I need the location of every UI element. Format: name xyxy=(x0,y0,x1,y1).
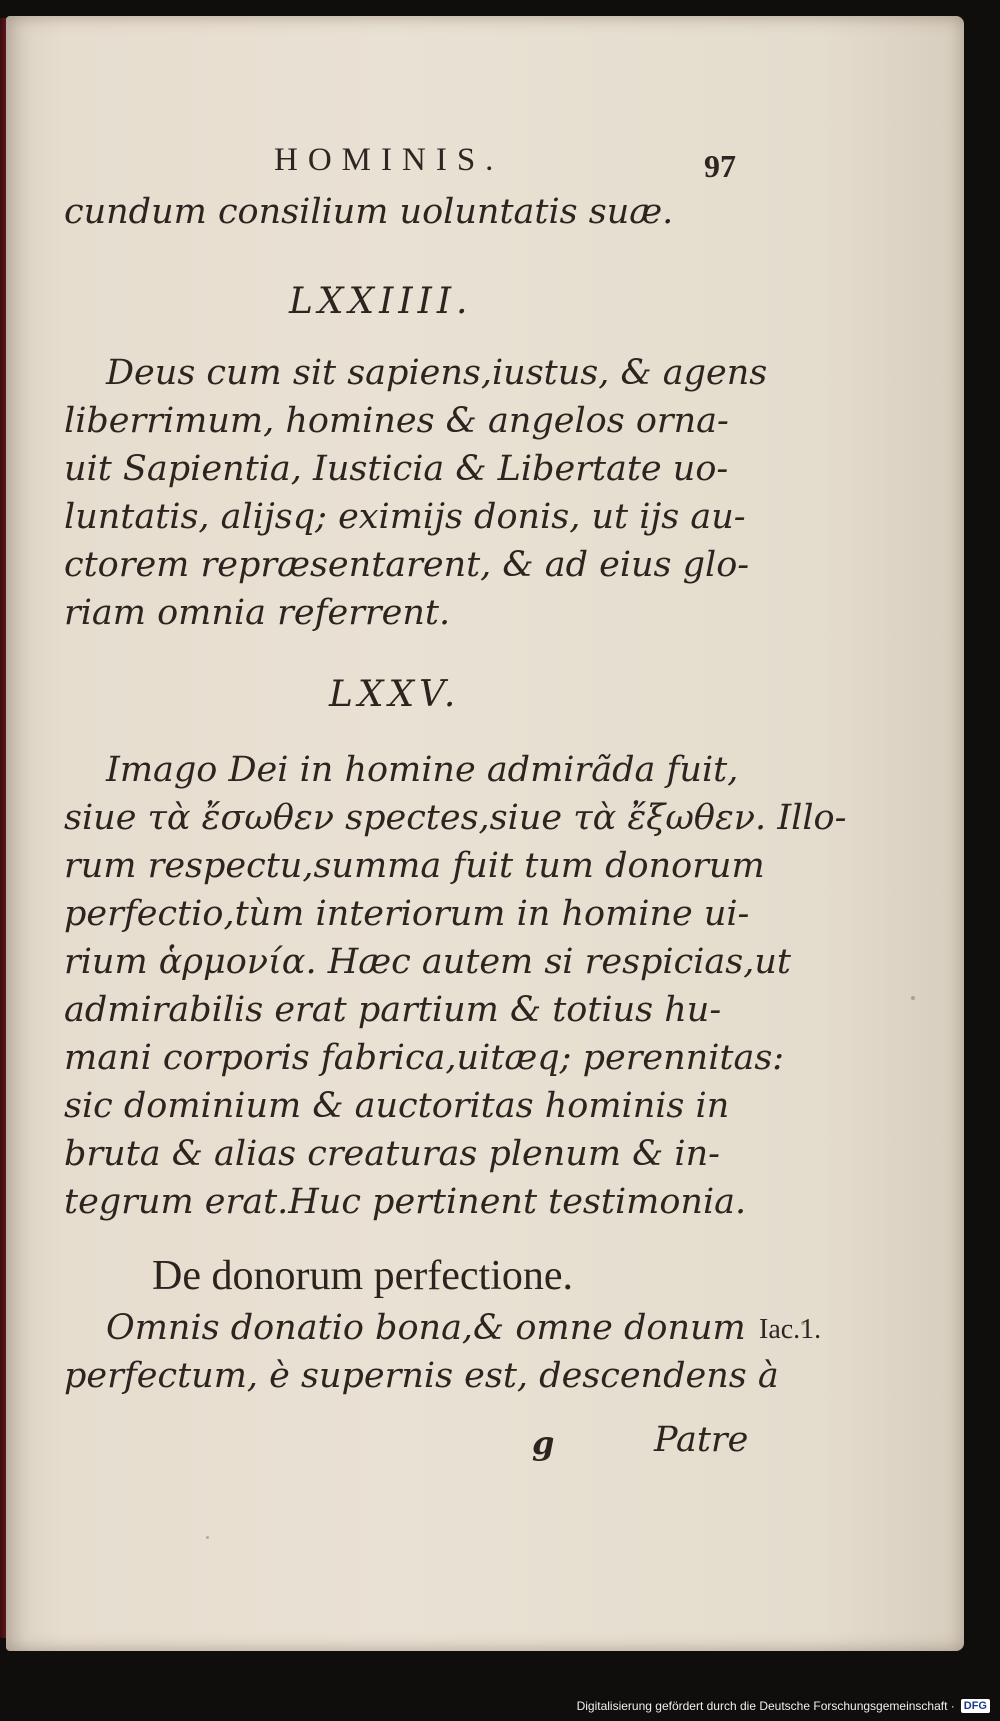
dfg-logo: DFG xyxy=(961,1699,990,1713)
page-number: 97 xyxy=(704,148,736,184)
catchword: Patre xyxy=(654,1420,749,1460)
book-page xyxy=(6,16,964,1651)
margin-note: Iac.1. xyxy=(759,1314,822,1345)
running-title: HOMINIS. xyxy=(274,142,504,178)
text-line: tegrum erat.Huc pertinent testimonia. xyxy=(64,1182,747,1222)
text-line: luntatis, alijsq; eximijs donis, ut ijs au- xyxy=(64,497,746,537)
digitization-footer xyxy=(577,1695,990,1717)
text-line: ctorem repræsentarent, & ad eius glo- xyxy=(64,545,750,585)
paper-speck xyxy=(206,1536,209,1539)
text-line: perfectum, è supernis est, descendens à xyxy=(64,1356,779,1396)
text-line: riam omnia referrent. xyxy=(64,593,451,633)
footer-text: Digitalisierung gefördert durch die Deutsche Forschungsgemeinschaft · xyxy=(576,1699,955,1713)
subheading: De donorum perfectione. xyxy=(152,1253,574,1299)
text-line: uit Sapientia, Iusticia & Libertate uo- xyxy=(64,449,729,489)
text-line: sic dominium & auctoritas hominis in xyxy=(64,1086,730,1126)
text-line: Deus cum sit sapiens,iustus, & agens xyxy=(106,353,768,393)
text-line: bruta & alias creaturas plenum & in- xyxy=(64,1134,720,1174)
text-line: siue τὰ ἔσωθεν spectes,siue τὰ ἔξωθεν. Illo- xyxy=(64,798,847,838)
paragraph-75 xyxy=(64,746,846,1226)
text-line: mani corporis fabrica,uitæq; perennitas: xyxy=(64,1038,785,1078)
carryover-text xyxy=(64,188,673,236)
text-line: liberrimum, homines & angelos orna- xyxy=(64,401,729,441)
text-line: perfectio,tùm interiorum in homine ui- xyxy=(64,894,750,934)
final-paragraph xyxy=(64,1304,779,1400)
text-line: rium ἁρμονία. Hæc autem si respicias,ut xyxy=(64,942,791,982)
section-heading-74: LXXIIII. xyxy=(289,281,473,322)
paragraph-74 xyxy=(64,349,767,637)
running-head xyxy=(64,134,754,184)
signature-mark: g xyxy=(532,1424,555,1462)
text-line: Imago Dei in homine admirãda fuit, xyxy=(106,750,739,790)
text-line: admirabilis erat partium & totius hu- xyxy=(64,990,722,1030)
paper-speck xyxy=(911,996,915,1000)
text-line: Omnis donatio bona,& omne donum xyxy=(106,1308,746,1348)
text-line: rum respectu,summa fuit tum donorum xyxy=(64,846,765,886)
section-heading-75: LXXV. xyxy=(329,674,461,715)
text-line: cundum consilium uoluntatis suæ. xyxy=(64,192,674,232)
